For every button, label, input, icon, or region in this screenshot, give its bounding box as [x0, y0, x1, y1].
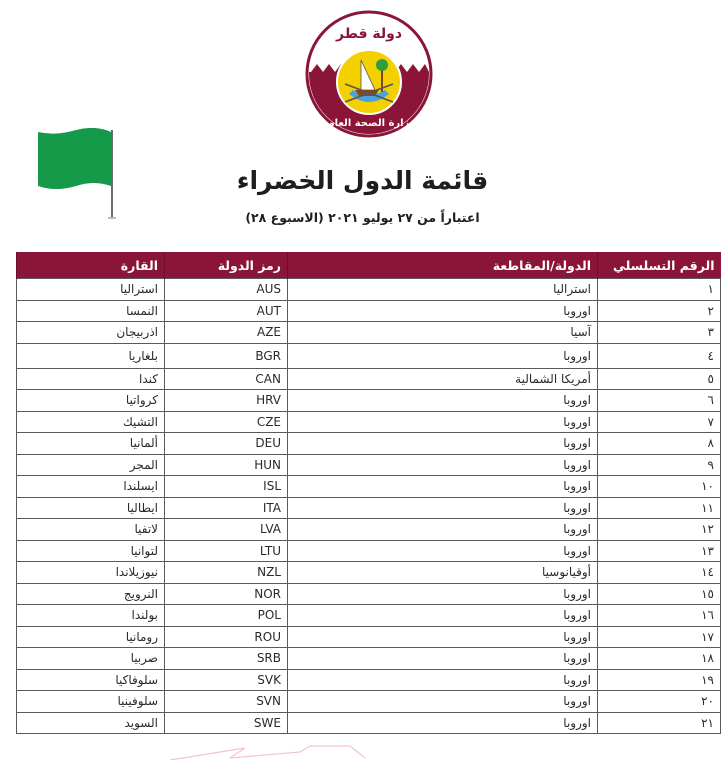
cell-country-code: NOR — [165, 583, 288, 605]
table-row — [17, 605, 721, 627]
cell-country-code: ROU — [165, 626, 288, 648]
cell-country-name: لاتفيا — [17, 519, 165, 541]
cell-continent: اوروبا — [288, 712, 598, 734]
table-row — [17, 476, 721, 498]
cell-serial: ١٦ — [598, 605, 721, 627]
cell-country-code: SRB — [165, 648, 288, 670]
cell-country-name: سلوفينيا — [17, 691, 165, 713]
table-row — [17, 583, 721, 605]
cell-country-code: LVA — [165, 519, 288, 541]
cell-serial: ٧ — [598, 411, 721, 433]
cell-country-code: CAN — [165, 368, 288, 390]
cell-continent: أمريكا الشمالية — [288, 368, 598, 390]
table-row — [17, 626, 721, 648]
cell-country-name: النرويج — [17, 583, 165, 605]
table-row — [17, 648, 721, 670]
cell-country-name: التشيك — [17, 411, 165, 433]
cell-serial: ١٤ — [598, 562, 721, 584]
cell-country-code: AUT — [165, 300, 288, 322]
cell-continent: أوقيانوسيا — [288, 562, 598, 584]
cell-serial: ١ — [598, 279, 721, 301]
cell-country-code: AZE — [165, 322, 288, 344]
cell-country-name: استراليا — [17, 279, 165, 301]
table-row — [17, 691, 721, 713]
cell-country-code: HRV — [165, 390, 288, 412]
cell-continent: اوروبا — [288, 540, 598, 562]
cell-country-name: ايسلندا — [17, 476, 165, 498]
table-row — [17, 433, 721, 455]
cell-country-code: SWE — [165, 712, 288, 734]
column-header-serial: الرقم التسلسلي — [598, 252, 721, 279]
cell-continent: اوروبا — [288, 390, 598, 412]
cell-serial: ٢ — [598, 300, 721, 322]
cell-country-name: نيوزيلاندا — [17, 562, 165, 584]
cell-serial: ١١ — [598, 497, 721, 519]
cell-country-name: سلوفاكيا — [17, 669, 165, 691]
cell-country-name: كرواتيا — [17, 390, 165, 412]
column-header-country: الدولة/المقاطعة — [288, 252, 598, 279]
column-header-continent: القارة — [17, 252, 165, 279]
table-row — [17, 322, 721, 344]
page-subtitle: اعتباراً من ٢٧ يوليو ٢٠٢١ (الاسبوع ٢٨) — [245, 210, 480, 225]
table-row — [17, 562, 721, 584]
cell-country-code: SVN — [165, 691, 288, 713]
table-row — [17, 454, 721, 476]
cell-country-name: النمسا — [17, 300, 165, 322]
cell-country-name: بلغاريا — [17, 343, 165, 368]
cell-serial: ٦ — [598, 390, 721, 412]
cell-serial: ١٧ — [598, 626, 721, 648]
cell-country-name: صربيا — [17, 648, 165, 670]
cell-continent: اوروبا — [288, 411, 598, 433]
cell-continent: اوروبا — [288, 300, 598, 322]
table-row — [17, 300, 721, 322]
table-row — [17, 519, 721, 541]
page-title: قائمة الدول الخضراء — [236, 166, 489, 195]
cell-country-code: NZL — [165, 562, 288, 584]
table-row — [17, 669, 721, 691]
cell-continent: اوروبا — [288, 433, 598, 455]
cell-continent: اوروبا — [288, 583, 598, 605]
cell-serial: ٢١ — [598, 712, 721, 734]
cell-country-name: رومانيا — [17, 626, 165, 648]
cell-country-code: LTU — [165, 540, 288, 562]
cell-country-code: POL — [165, 605, 288, 627]
cell-country-name: ايطاليا — [17, 497, 165, 519]
cell-continent: اوروبا — [288, 691, 598, 713]
cell-continent: اوروبا — [288, 626, 598, 648]
cell-serial: ١٣ — [598, 540, 721, 562]
cell-continent: اوروبا — [288, 343, 598, 368]
cell-serial: ١٨ — [598, 648, 721, 670]
cell-serial: ١٩ — [598, 669, 721, 691]
svg-text:دولة قطر: دولة قطر — [335, 26, 403, 42]
cell-serial: ١٠ — [598, 476, 721, 498]
cell-country-code: DEU — [165, 433, 288, 455]
table-row — [17, 540, 721, 562]
cell-serial: ٢٠ — [598, 691, 721, 713]
cell-country-code: SVK — [165, 669, 288, 691]
cell-serial: ٣ — [598, 322, 721, 344]
table-row — [17, 712, 721, 734]
cell-country-code: AUS — [165, 279, 288, 301]
cell-continent: اوروبا — [288, 605, 598, 627]
table-row — [17, 343, 721, 368]
cell-serial: ١٥ — [598, 583, 721, 605]
cell-country-code: BGR — [165, 343, 288, 368]
cell-country-name: ألمانيا — [17, 433, 165, 455]
cell-serial: ٤ — [598, 343, 721, 368]
table-row — [17, 411, 721, 433]
table-row — [17, 368, 721, 390]
cell-continent: اوروبا — [288, 669, 598, 691]
cell-country-code: ITA — [165, 497, 288, 519]
cell-country-code: ISL — [165, 476, 288, 498]
green-countries-table — [16, 252, 721, 734]
cell-country-code: CZE — [165, 411, 288, 433]
cell-country-name: السويد — [17, 712, 165, 734]
table-row — [17, 497, 721, 519]
cell-country-name: اذربيجان — [17, 322, 165, 344]
cell-country-name: كندا — [17, 368, 165, 390]
cell-serial: ٨ — [598, 433, 721, 455]
cell-continent: آسيا — [288, 322, 598, 344]
cell-serial: ٩ — [598, 454, 721, 476]
cell-country-name: المجر — [17, 454, 165, 476]
cell-country-name: لتوانيا — [17, 540, 165, 562]
column-header-code: رمز الدولة — [165, 252, 288, 279]
cell-continent: اوروبا — [288, 648, 598, 670]
cell-continent: اوروبا — [288, 476, 598, 498]
cell-serial: ٥ — [598, 368, 721, 390]
table-row — [17, 279, 721, 301]
svg-text:وزارة الصحة العامة: وزارة الصحة العامة — [322, 118, 416, 129]
cell-continent: اوروبا — [288, 454, 598, 476]
cell-continent: اوروبا — [288, 497, 598, 519]
ministry-seal-logo — [305, 10, 433, 138]
cell-continent: اوروبا — [288, 519, 598, 541]
cell-country-name: بولندا — [17, 605, 165, 627]
cell-serial: ١٢ — [598, 519, 721, 541]
cell-continent: استراليا — [288, 279, 598, 301]
watermark-shape — [150, 744, 410, 760]
cell-country-code: HUN — [165, 454, 288, 476]
table-header-row — [17, 252, 721, 279]
table-row — [17, 390, 721, 412]
